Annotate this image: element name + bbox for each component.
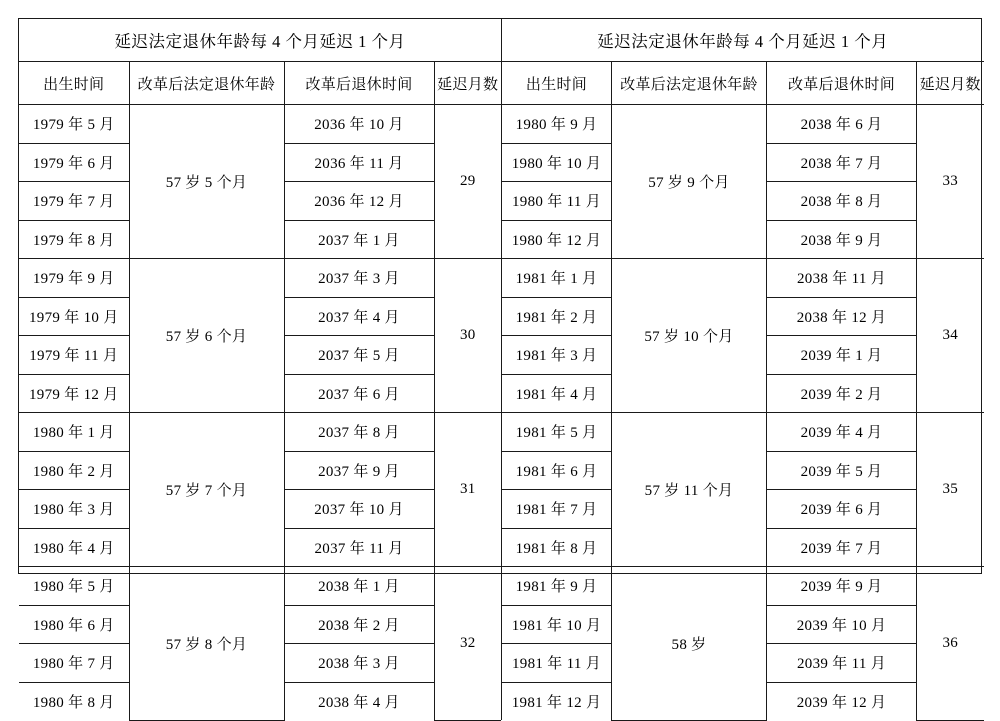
cell-retirement-date: 2039 年 9 月 — [767, 567, 917, 606]
cell-retirement-date: 2039 年 5 月 — [767, 451, 917, 490]
cell-birth: 1981 年 8 月 — [502, 528, 612, 567]
cell-birth: 1981 年 11 月 — [502, 644, 612, 683]
table-row — [19, 567, 501, 606]
retirement-table-left — [19, 19, 501, 721]
cell-retirement-age: 57 岁 7 个月 — [129, 413, 284, 567]
cell-birth: 1980 年 1 月 — [19, 413, 129, 452]
cell-birth: 1981 年 5 月 — [502, 413, 612, 452]
cell-birth: 1981 年 6 月 — [502, 451, 612, 490]
cell-birth: 1979 年 6 月 — [19, 143, 129, 182]
cell-birth: 1980 年 8 月 — [19, 682, 129, 720]
cell-retirement-date: 2039 年 6 月 — [767, 490, 917, 529]
cell-birth: 1980 年 5 月 — [19, 567, 129, 606]
cell-retirement-age: 57 岁 5 个月 — [129, 105, 284, 259]
column-header-delay-months: 延迟月数 — [917, 62, 984, 105]
cell-birth: 1981 年 4 月 — [502, 374, 612, 413]
table-row — [502, 567, 984, 606]
table-title: 延迟法定退休年龄每 4 个月延迟 1 个月 — [19, 19, 501, 62]
cell-birth: 1979 年 9 月 — [19, 259, 129, 298]
cell-retirement-age: 58 岁 — [612, 567, 767, 721]
cell-birth: 1979 年 11 月 — [19, 336, 129, 375]
table-row — [19, 105, 501, 144]
cell-retirement-date: 2038 年 1 月 — [284, 567, 434, 606]
column-header-delay-months: 延迟月数 — [434, 62, 501, 105]
cell-retirement-age: 57 岁 11 个月 — [612, 413, 767, 567]
cell-birth: 1980 年 7 月 — [19, 644, 129, 683]
cell-delay-months: 35 — [917, 413, 984, 567]
table-title: 延迟法定退休年龄每 4 个月延迟 1 个月 — [502, 19, 984, 62]
cell-birth: 1981 年 9 月 — [502, 567, 612, 606]
cell-delay-months: 34 — [917, 259, 984, 413]
cell-birth: 1981 年 10 月 — [502, 605, 612, 644]
cell-birth: 1979 年 12 月 — [19, 374, 129, 413]
cell-retirement-date: 2039 年 1 月 — [767, 336, 917, 375]
cell-retirement-age: 57 岁 8 个月 — [129, 567, 284, 721]
cell-birth: 1981 年 12 月 — [502, 682, 612, 720]
cell-retirement-age: 57 岁 9 个月 — [612, 105, 767, 259]
cell-delay-months: 33 — [917, 105, 984, 259]
cell-retirement-date: 2037 年 9 月 — [284, 451, 434, 490]
column-header-retirement-age: 改革后法定退休年龄 — [612, 62, 767, 105]
cell-retirement-date: 2039 年 12 月 — [767, 682, 917, 720]
cell-retirement-date: 2036 年 10 月 — [284, 105, 434, 144]
table-title-row — [502, 19, 984, 62]
cell-birth: 1981 年 7 月 — [502, 490, 612, 529]
cell-retirement-date: 2037 年 1 月 — [284, 220, 434, 259]
cell-retirement-date: 2039 年 11 月 — [767, 644, 917, 683]
cell-retirement-date: 2038 年 3 月 — [284, 644, 434, 683]
table-header-row — [19, 62, 501, 105]
cell-retirement-date: 2038 年 11 月 — [767, 259, 917, 298]
cell-birth: 1980 年 6 月 — [19, 605, 129, 644]
retirement-table-right — [501, 19, 984, 721]
table-row — [502, 413, 984, 452]
table-row — [502, 259, 984, 298]
cell-retirement-date: 2037 年 4 月 — [284, 297, 434, 336]
cell-birth: 1979 年 10 月 — [19, 297, 129, 336]
cell-birth: 1981 年 2 月 — [502, 297, 612, 336]
cell-retirement-date: 2038 年 9 月 — [767, 220, 917, 259]
cell-retirement-date: 2037 年 10 月 — [284, 490, 434, 529]
cell-birth: 1980 年 4 月 — [19, 528, 129, 567]
cell-retirement-date: 2037 年 6 月 — [284, 374, 434, 413]
cell-delay-months: 31 — [434, 413, 501, 567]
cell-birth: 1980 年 9 月 — [502, 105, 612, 144]
cell-retirement-date: 2038 年 6 月 — [767, 105, 917, 144]
cell-retirement-date: 2038 年 8 月 — [767, 182, 917, 221]
column-header-retirement-age: 改革后法定退休年龄 — [129, 62, 284, 105]
cell-delay-months: 32 — [434, 567, 501, 721]
cell-retirement-date: 2036 年 12 月 — [284, 182, 434, 221]
cell-retirement-date: 2039 年 10 月 — [767, 605, 917, 644]
column-header-retirement-date: 改革后退休时间 — [767, 62, 917, 105]
cell-retirement-date: 2039 年 7 月 — [767, 528, 917, 567]
cell-retirement-date: 2039 年 4 月 — [767, 413, 917, 452]
table-row — [19, 413, 501, 452]
column-header-retirement-date: 改革后退休时间 — [284, 62, 434, 105]
cell-retirement-date: 2039 年 2 月 — [767, 374, 917, 413]
cell-retirement-date: 2038 年 4 月 — [284, 682, 434, 720]
table-title-row — [19, 19, 501, 62]
cell-retirement-date: 2037 年 5 月 — [284, 336, 434, 375]
column-header-birth: 出生时间 — [19, 62, 129, 105]
cell-retirement-date: 2038 年 2 月 — [284, 605, 434, 644]
cell-retirement-date: 2037 年 3 月 — [284, 259, 434, 298]
cell-delay-months: 29 — [434, 105, 501, 259]
column-header-birth: 出生时间 — [502, 62, 612, 105]
cell-retirement-age: 57 岁 10 个月 — [612, 259, 767, 413]
table-row — [502, 105, 984, 144]
cell-birth: 1979 年 5 月 — [19, 105, 129, 144]
cell-birth: 1981 年 3 月 — [502, 336, 612, 375]
table-header-row — [502, 62, 984, 105]
cell-retirement-date: 2038 年 12 月 — [767, 297, 917, 336]
cell-delay-months: 30 — [434, 259, 501, 413]
cell-retirement-date: 2037 年 11 月 — [284, 528, 434, 567]
cell-birth: 1979 年 8 月 — [19, 220, 129, 259]
cell-birth: 1979 年 7 月 — [19, 182, 129, 221]
cell-birth: 1980 年 12 月 — [502, 220, 612, 259]
cell-retirement-date: 2036 年 11 月 — [284, 143, 434, 182]
cell-birth: 1981 年 1 月 — [502, 259, 612, 298]
table-row — [19, 259, 501, 298]
cell-birth: 1980 年 2 月 — [19, 451, 129, 490]
cell-retirement-age: 57 岁 6 个月 — [129, 259, 284, 413]
cell-birth: 1980 年 10 月 — [502, 143, 612, 182]
cell-retirement-date: 2037 年 8 月 — [284, 413, 434, 452]
cell-delay-months: 36 — [917, 567, 984, 721]
cell-retirement-date: 2038 年 7 月 — [767, 143, 917, 182]
cell-birth: 1980 年 11 月 — [502, 182, 612, 221]
retirement-schedule-tables — [18, 18, 982, 711]
cell-birth: 1980 年 3 月 — [19, 490, 129, 529]
